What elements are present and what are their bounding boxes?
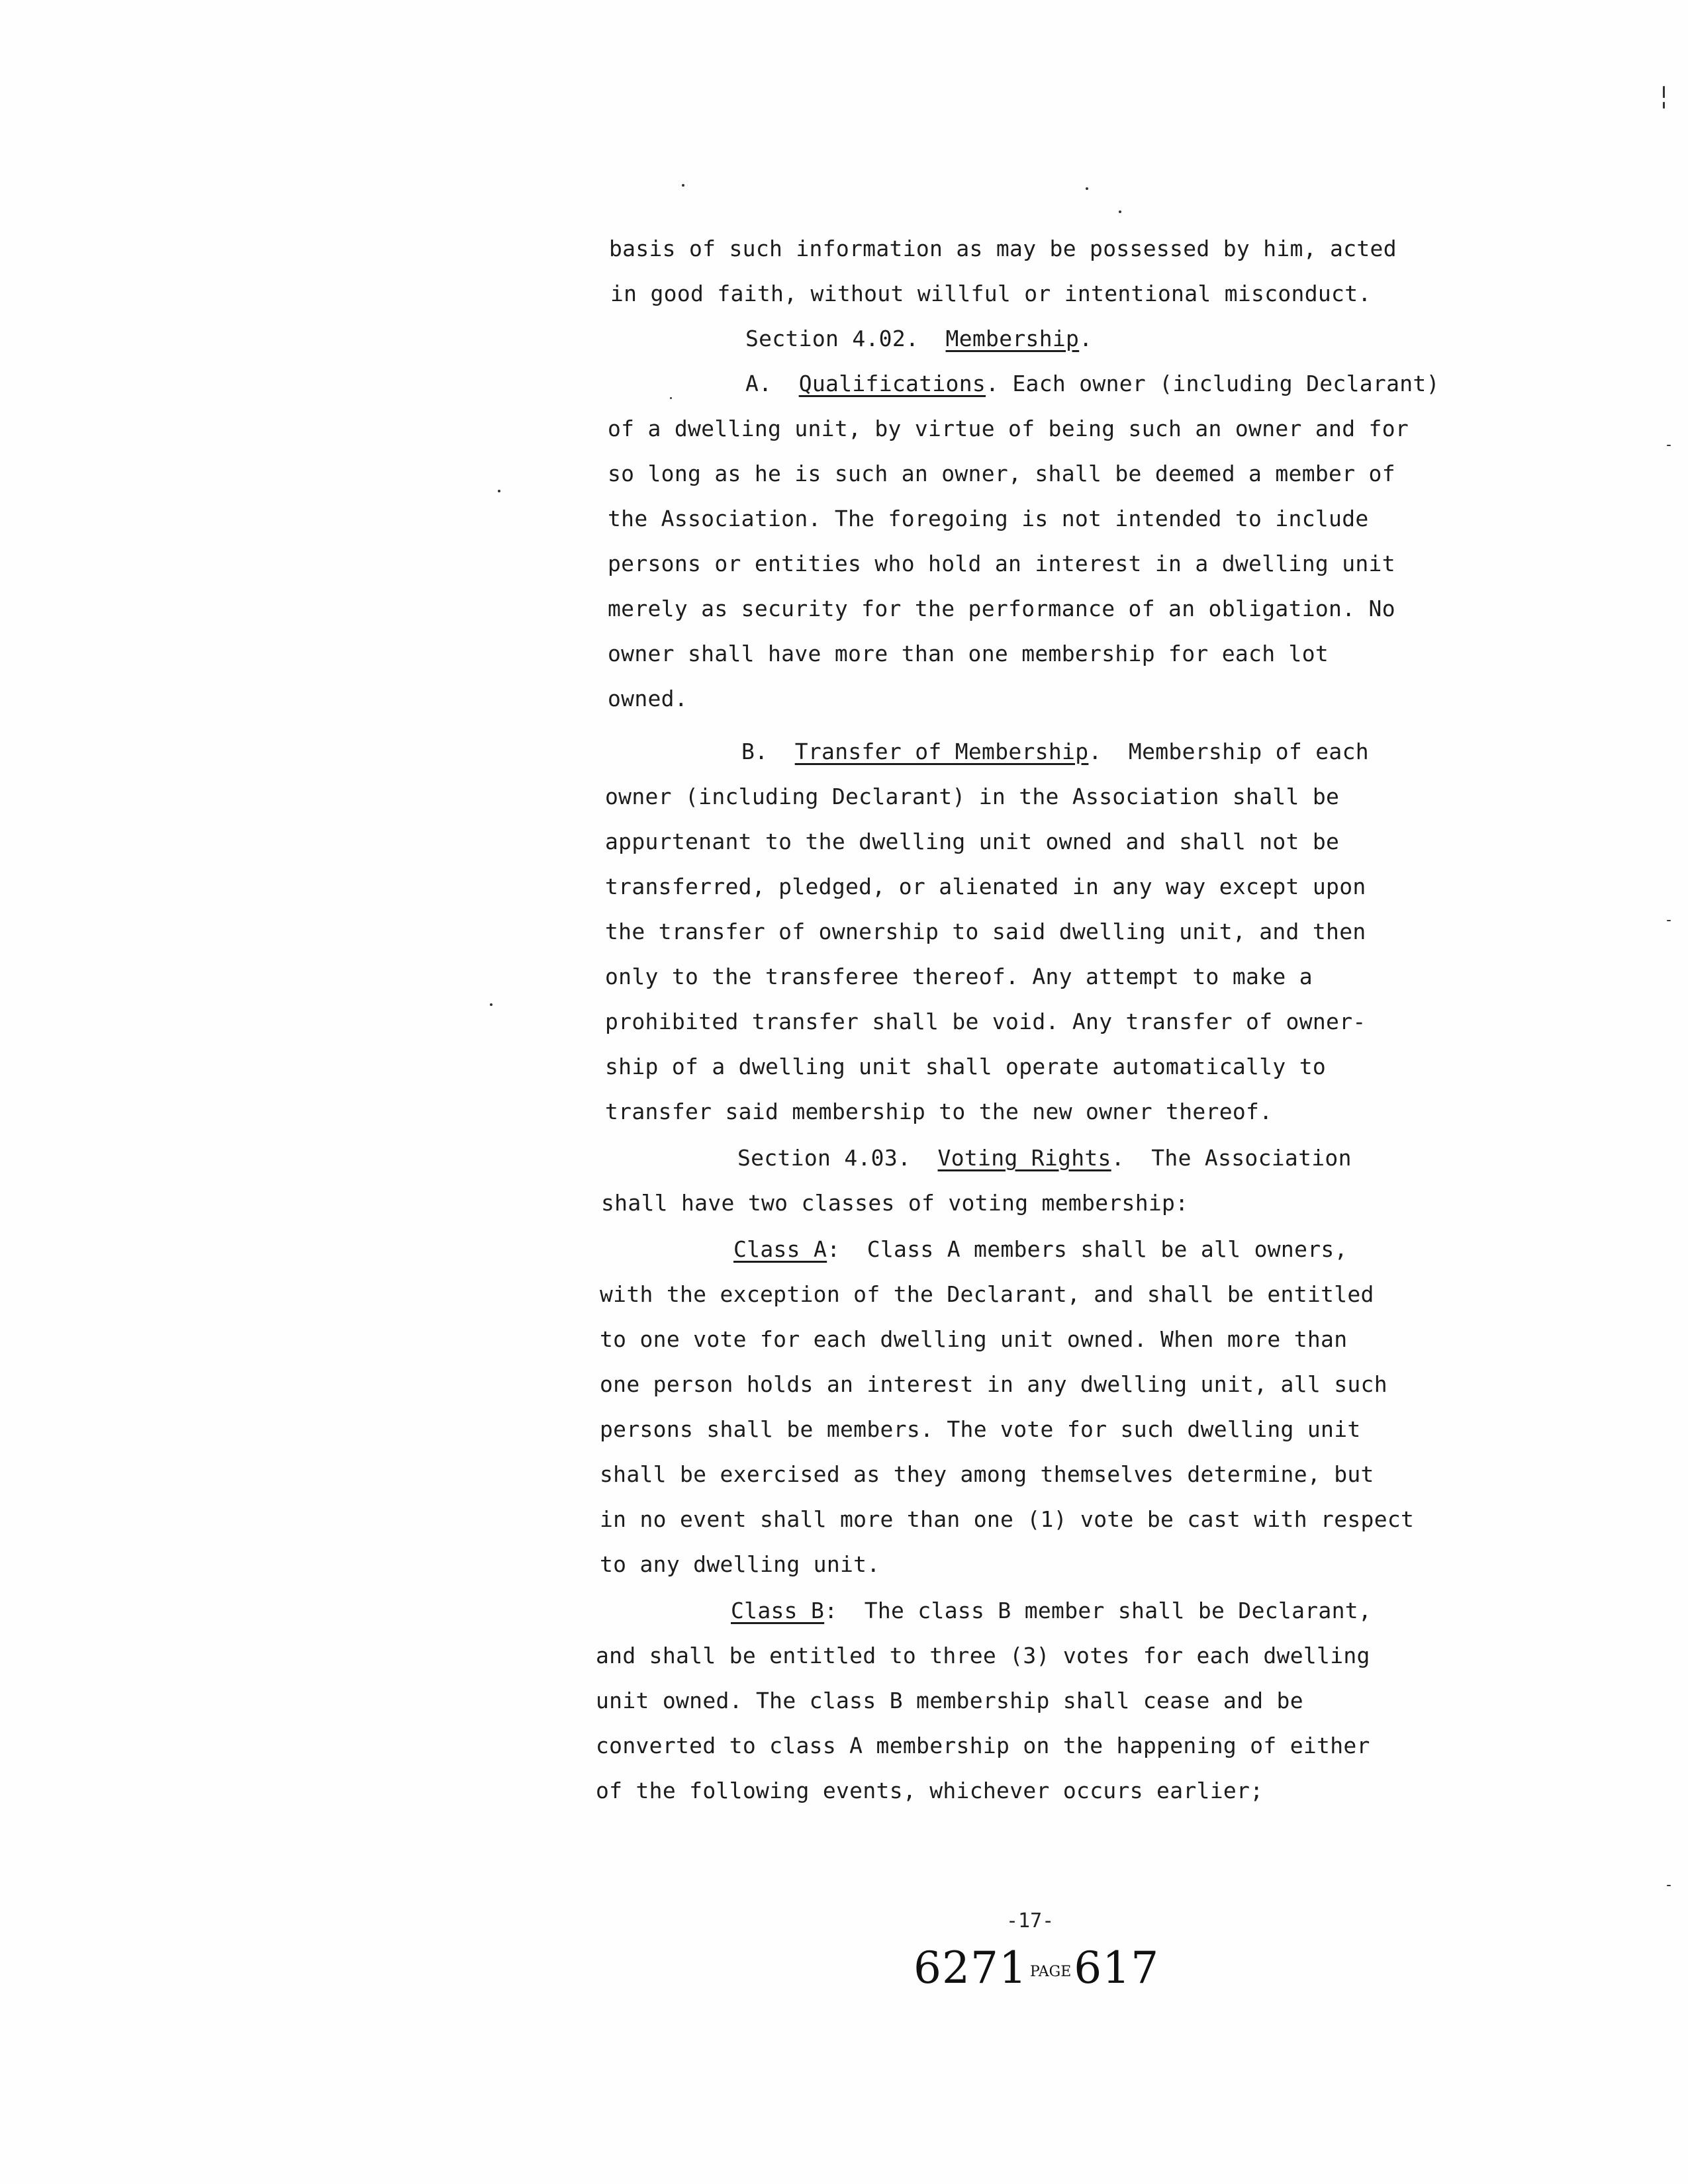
text-line: transferred, pledged, or alienated in any way except upon [605, 874, 1366, 899]
text-fragment: The Association [1151, 1145, 1352, 1171]
text-line: the Association. The foregoing is not intended to include [608, 506, 1369, 531]
stamp-mid: PAGE [1029, 1963, 1072, 1980]
text-fragment: Class A members shall be all owners, [867, 1236, 1348, 1262]
class-label: Class B [731, 1598, 825, 1623]
section-title: Voting Rights [937, 1145, 1111, 1171]
text-line: and shall be entitled to three (3) votes for each dwelling [596, 1643, 1370, 1668]
scan-edge-mark [1663, 86, 1665, 98]
text-line: of the following events, whichever occurs earlier; [596, 1778, 1264, 1803]
text-line: prohibited transfer shall be void. Any transfer of owner- [605, 1009, 1366, 1034]
scan-speck [1086, 187, 1088, 190]
section-number: Section 4.02. [745, 326, 919, 351]
class-paragraph-start: Class A: Class A members shall be all owners, [733, 1236, 1348, 1262]
section-heading: Section 4.02. Membership. [745, 326, 1093, 351]
class-label: Class A [733, 1236, 827, 1262]
text-line: transfer said membership to the new owner thereof. [605, 1099, 1273, 1124]
text-fragment: Membership of each [1128, 739, 1369, 764]
scan-edge-mark [1663, 102, 1665, 109]
text-line: persons or entities who hold an interest in a dwelling unit [608, 551, 1395, 576]
text-line: shall have two classes of voting membership: [601, 1190, 1189, 1216]
recording-stamp [914, 1942, 1159, 1993]
scan-speck [670, 397, 672, 399]
text-fragment: owner (including Declarant) [1079, 371, 1440, 396]
page-number: -17- [1006, 1909, 1055, 1933]
subsection-heading [745, 371, 1440, 396]
text-line: to one vote for each dwelling unit owned. When more than [600, 1326, 1348, 1352]
text-line: owner shall have more than one membership for each lot [608, 641, 1329, 666]
text-line: owner (including Declarant) in the Association shall be [605, 784, 1340, 809]
text-line: appurtenant to the dwelling unit owned and shall not be [605, 829, 1340, 854]
text-line: owned. [608, 686, 688, 711]
subsection-label: B. [741, 739, 769, 764]
text-line: merely as security for the performance of an obligation. No [608, 596, 1395, 621]
book-number: 6271 [914, 1942, 1027, 1993]
text-line: in no event shall more than one (1) vote be cast with respect [600, 1506, 1415, 1532]
text-line: so long as he is such an owner, shall be deemed a member of [608, 461, 1395, 486]
subsection-title: Transfer of Membership [794, 739, 1089, 764]
scan-speck [490, 1003, 492, 1006]
text-line: basis of such information as may be possessed by him, acted [609, 236, 1397, 261]
text-line: with the exception of the Declarant, and shall be entitled [600, 1281, 1374, 1307]
subsection-heading: B. Transfer of Membership. Membership of each [741, 739, 1369, 764]
section-title: Membership [945, 326, 1080, 351]
text-line: converted to class A membership on the happening of either [596, 1733, 1370, 1758]
scan-edge-mark [1667, 920, 1671, 921]
section-heading: Section 4.03. Voting Rights. The Association [737, 1145, 1352, 1171]
text-fragment: The class B member shall be Declarant, [864, 1598, 1372, 1623]
text-line: persons shall be members. The vote for such dwelling unit [600, 1416, 1361, 1442]
text-line: in good faith, without willful or intentional misconduct. [610, 281, 1372, 306]
scan-speck [498, 490, 500, 492]
subsection-title: Qualifications [798, 371, 986, 396]
scan-speck [1119, 210, 1121, 213]
text-line: ship of a dwelling unit shall operate automatically to [605, 1054, 1327, 1079]
scan-speck [682, 184, 684, 187]
text-line: only to the transferee thereof. Any attempt to make a [605, 964, 1313, 989]
section-number: Section 4.03. [737, 1145, 912, 1171]
text-line: the transfer of ownership to said dwelling unit, and then [605, 919, 1366, 944]
text-line: shall be exercised as they among themselves determine, but [600, 1461, 1374, 1487]
text-line: one person holds an interest in any dwelling unit, all such [600, 1371, 1387, 1397]
text-fragment: . Each [986, 371, 1080, 396]
scan-edge-mark [1667, 445, 1671, 446]
subsection-label: A. [745, 371, 773, 396]
text-line: unit owned. The class B membership shall cease and be [596, 1688, 1303, 1713]
stamp-page: 617 [1074, 1942, 1160, 1993]
class-paragraph-start: Class B: The class B member shall be Declarant, [731, 1598, 1372, 1623]
scan-edge-mark [1667, 1885, 1671, 1886]
text-line: of a dwelling unit, by virtue of being such an owner and for [608, 416, 1409, 441]
text-line: to any dwelling unit. [600, 1551, 880, 1577]
